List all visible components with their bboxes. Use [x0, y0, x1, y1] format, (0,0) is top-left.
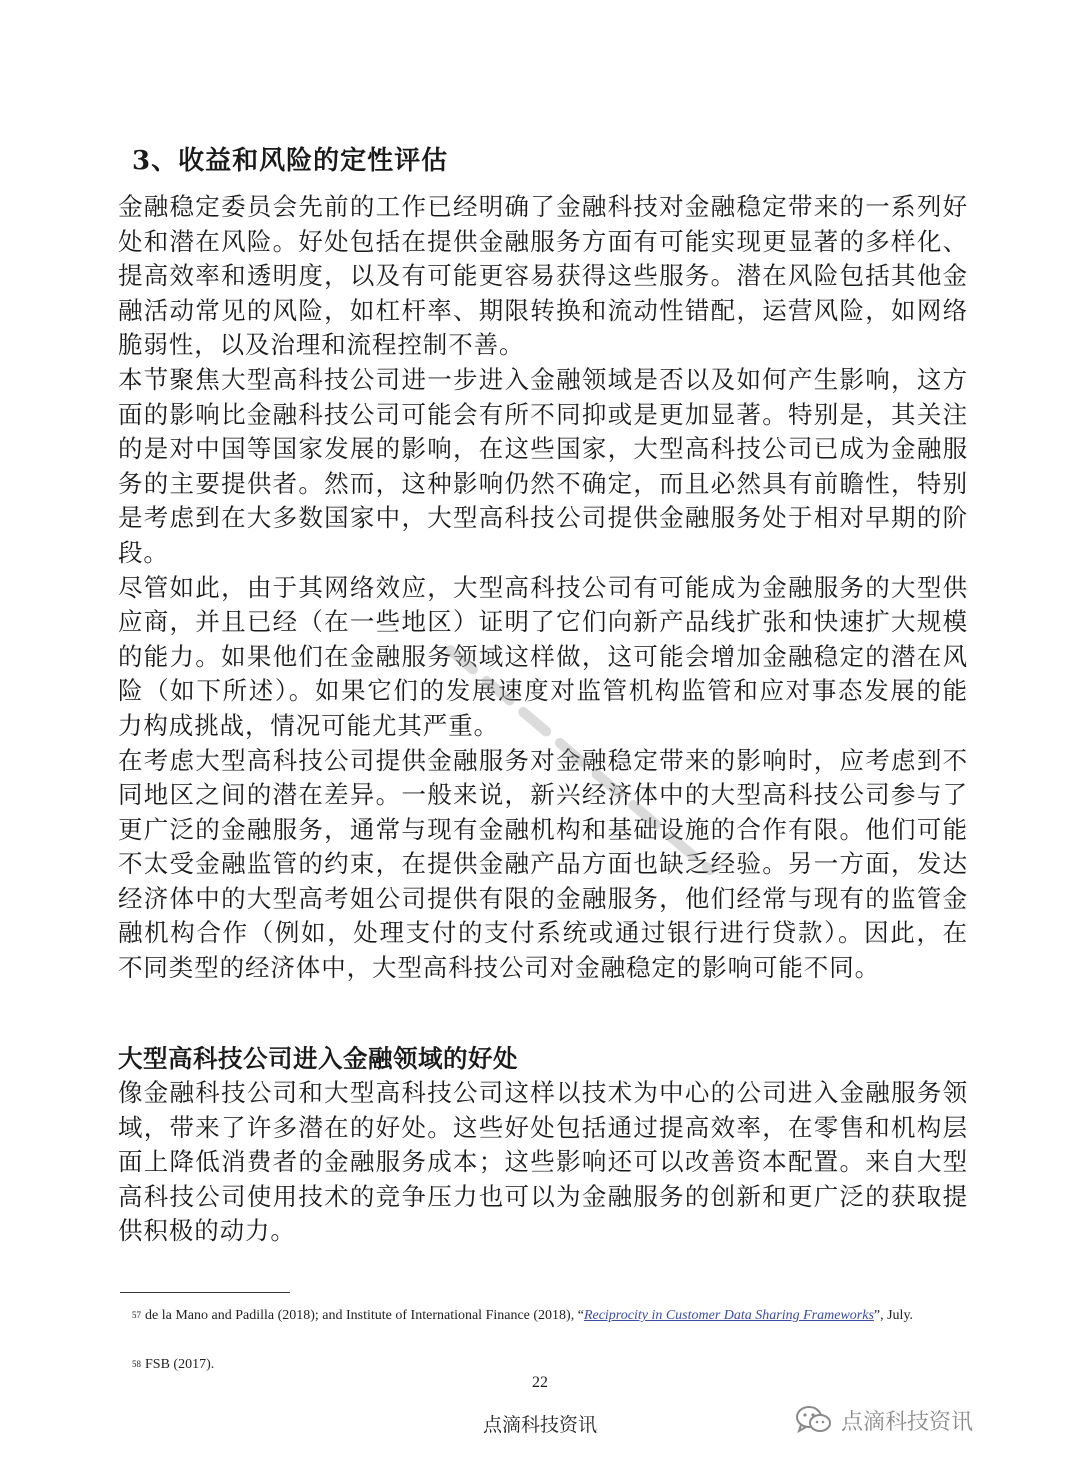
footnote-58 [132, 1355, 952, 1374]
benefits-paragraph: 像金融科技公司和大型高科技公司这样以技术为中心的公司进入金融服务领域，带来了许多潜在的好处。这些好处包括通过提高效率，在零售和机构层面上降低消费者的金融服务成本；这些影响还可以改善资本配置。来自大型高科技公司使用技术的竞争压力也可以为金融服务的创新和更广泛的获取提供积极的动力。 [118, 1078, 968, 1246]
benefits-heading: 大型高科技公司进入金融领域的好处 [118, 1044, 518, 1073]
watermark-text: 点滴科技资讯 [841, 1409, 974, 1435]
footnote-text: FSB (2017). [145, 1357, 215, 1372]
section-title: 3、收益和风险的定性评估 [132, 146, 449, 176]
page-number: 22 [532, 1374, 548, 1391]
footnote-number: 57 [132, 1310, 141, 1320]
wechat-icon [795, 1404, 833, 1436]
footnote-divider [120, 1292, 290, 1293]
body-paragraph-3: 尽管如此，由于其网络效应，大型高科技公司有可能成为金融服务的大型供应商，并且已经（在一些地区）证明了它们向新产品线扩张和快速扩大规模的能力。如果他们在金融服务领域这样做，这可能会增加金融稳定的潜在风险（如下所述）。如果它们的发展速度对监管机构监管和应对事态发展的能力构成挑战，情况可能尤其严重。 [118, 572, 968, 740]
footnote-text: de la Mano and Padilla (2018); and Institute of International Finance (2018), “ [145, 1308, 584, 1323]
bottom-caption: 点滴科技资讯 [482, 1414, 597, 1436]
wechat-watermark [795, 1400, 973, 1440]
benefits-body [118, 1076, 968, 1249]
body-paragraph-1: 金融稳定委员会先前的工作已经明确了金融科技对金融稳定带来的一系列好处和潜在风险。好处包括在提供金融服务方面有可能实现更显著的多样化、提高效率和透明度，以及有可能更容易获得这些服务。潜在风险包括其他金融活动常见的风险，如杠杆率、期限转换和流动性错配，运营风险，如网络脆弱性，以及治理和流程控制不善。 [118, 192, 968, 360]
footnote-text-end: ”, July. [873, 1308, 914, 1323]
footnote-57 [132, 1306, 952, 1325]
main-body [118, 190, 968, 986]
body-paragraph-2: 本节聚焦大型高科技公司进一步进入金融领域是否以及如何产生影响，这方面的影响比金融科技公司可能会有所不同抑或是更加显著。特别是，其关注的是对中国等国家发展的影响，在这些国家，大型高科技公司已成为金融服务的主要提供者。然而，这种影响仍然不确定，而且必然具有前瞻性，特别是考虑到在大多数国家中，大型高科技公司提供金融服务处于相对早期的阶段。 [118, 364, 968, 567]
footnote-number: 58 [132, 1359, 141, 1369]
body-paragraph-4: 在考虑大型高科技公司提供金融服务对金融稳定带来的影响时，应考虑到不同地区之间的潜在差异。一般来说，新兴经济体中的大型高科技公司参与了更广泛的金融服务，通常与现有金融机构和基础设施的合作有限。他们可能不太受金融监管的约束，在提供金融产品方面也缺乏经验。另一方面，发达经济体中的大型高考姐公司提供有限的金融服务，他们经常与现有的监管金融机构合作（例如，处理支付的支付系统或通过银行进行贷款）。因此，在不同类型的经济体中，大型高科技公司对金融稳定的影响可能不同。 [118, 745, 968, 983]
footnote-link[interactable]: Reciprocity in Customer Data Sharing Frameworks [583, 1308, 874, 1323]
